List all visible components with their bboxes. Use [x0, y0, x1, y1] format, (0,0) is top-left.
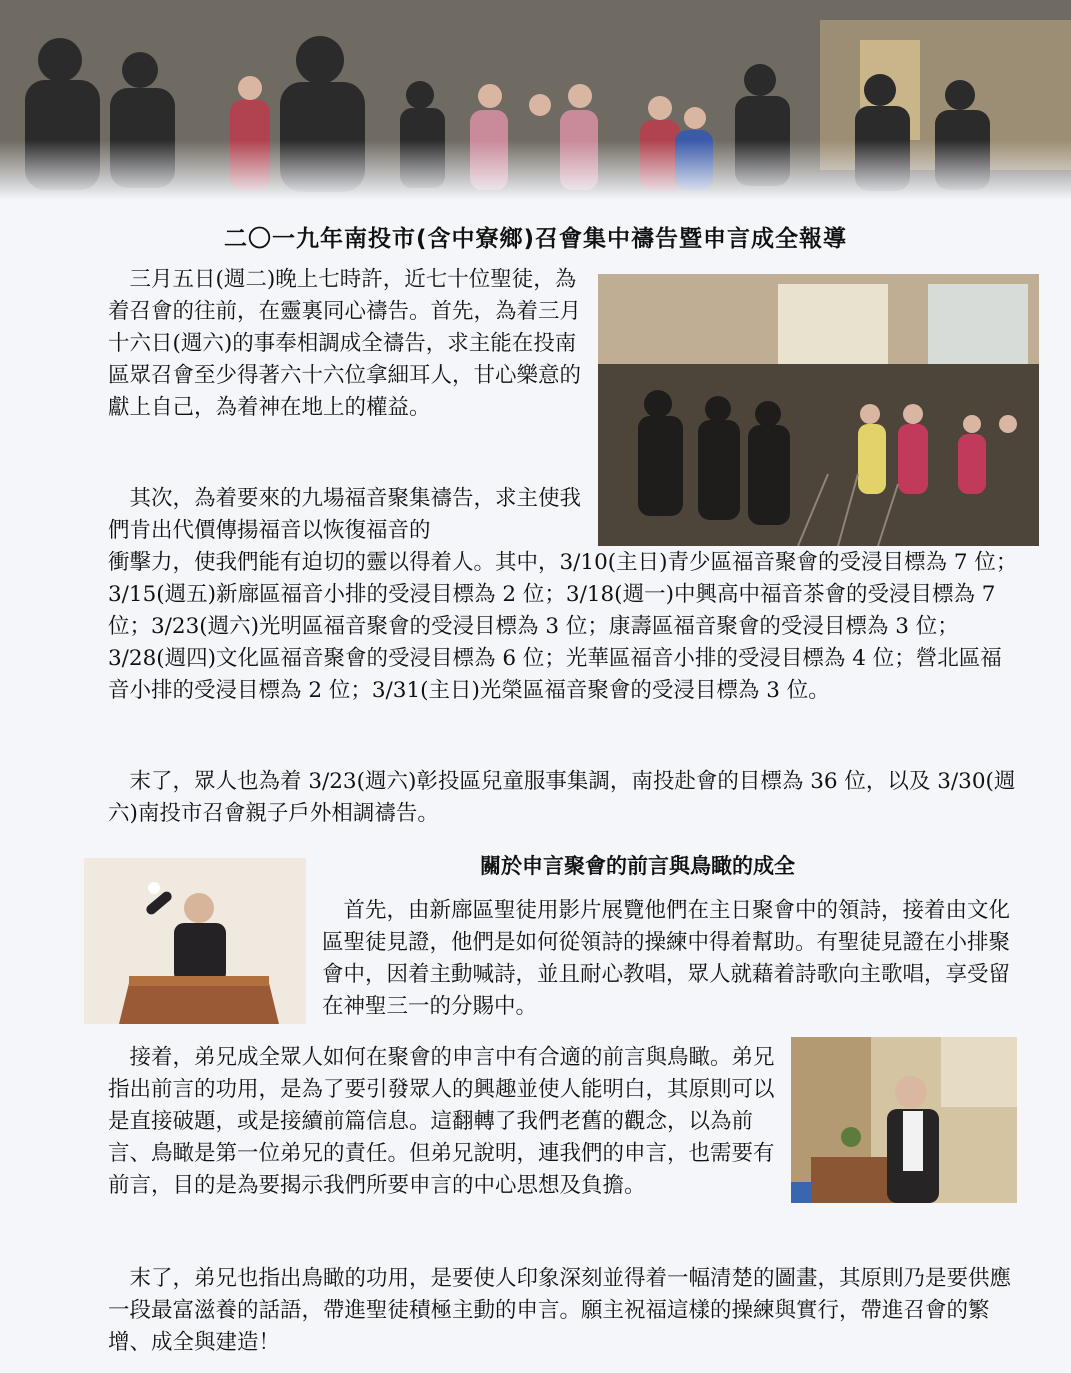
article-title: 二〇一九年南投市(含中寮鄉)召會集中禱告暨申言成全報導 [223, 226, 848, 252]
paragraph-3: 末了，眾人也為着 3/23(週六)彰投區兒童服事集調，南投赴會的目標為 36 位，以及 3/30(週六)南投市召會親子戶外相調禱告。 [108, 769, 1016, 826]
paragraph-2-continued: 衝擊力，使我們能有迫切的靈以得着人。其中，3/10(主日)青少區福音聚會的受浸目標為 7 位；3/15(週五)新廍區福音小排的受浸目標為 2 位；3/18(週一)中興高中福音茶會的受浸目標為 7 位；3/23(週六)光明區福音聚會的受浸目標為 3 位；康壽區福音聚會的受浸目標為 3 位；3/28(週四)文化區福音聚會的受浸目標為 6 位；光華區福音小排的受浸目標為 4 位；營北區福音小排的受浸目標為 2 位；3/31(主日)光榮區福音聚會的受浸目標為 3 位。 [108, 550, 1018, 703]
meeting-hall-photo [598, 274, 1039, 546]
paragraph-2-start: 其次，為着要來的九場福音聚集禱告，求主使我們肯出代價傳揚福音以恢復福音的 [108, 486, 582, 543]
brother-speaking-photo [791, 1037, 1017, 1203]
paragraph-6: 末了，弟兄也指出鳥瞰的功用，是要使人印象深刻並得着一幅清楚的圖畫，其原則乃是要供應一段最富滋養的話語，帶進聖徒積極主動的申言。願主祝福這樣的操練與實行，帶進召會的繁增、成全與建造！ [108, 1266, 1012, 1355]
banner-crowd-illustration [0, 0, 1071, 200]
section-subtitle: 關於申言聚會的前言與鳥瞰的成全 [480, 854, 795, 878]
banner-photo [0, 0, 1071, 200]
paragraph-5: 接着，弟兄成全眾人如何在聚會的申言中有合適的前言與鳥瞰。弟兄指出前言的功用，是為了要引發眾人的興趣並使人能明白，其原則可以是直接破題，或是接續前篇信息。這翻轉了我們老舊的觀念，以為前言、鳥瞰是第一位弟兄的責任。但弟兄說明，連我們的申言，也需要有前言，目的是為要揭示我們所要申言的中心思想及負擔。 [108, 1045, 775, 1198]
paragraph-4: 首先，由新廍區聖徒用影片展覽他們在主日聚會中的領詩，接着由文化區聖徒見證，他們是如何從領詩的操練中得着幫助。有聖徒見證在小排聚會中，因着主動喊詩，並且耐心教唱，眾人就藉着詩歌向主歌唱，享受留在神聖三一的分賜中。 [322, 898, 1011, 1019]
paragraph-1: 三月五日(週二)晚上七時許，近七十位聖徒，為着召會的往前，在靈裏同心禱告。首先，為着三月十六日(週六)的事奉相調成全禱告，求主能在投南區眾召會至少得著六十六位拿細耳人，甘心樂意的獻上自己，為着神在地上的權益。 [108, 267, 582, 420]
speaker-podium-photo [84, 858, 306, 1024]
